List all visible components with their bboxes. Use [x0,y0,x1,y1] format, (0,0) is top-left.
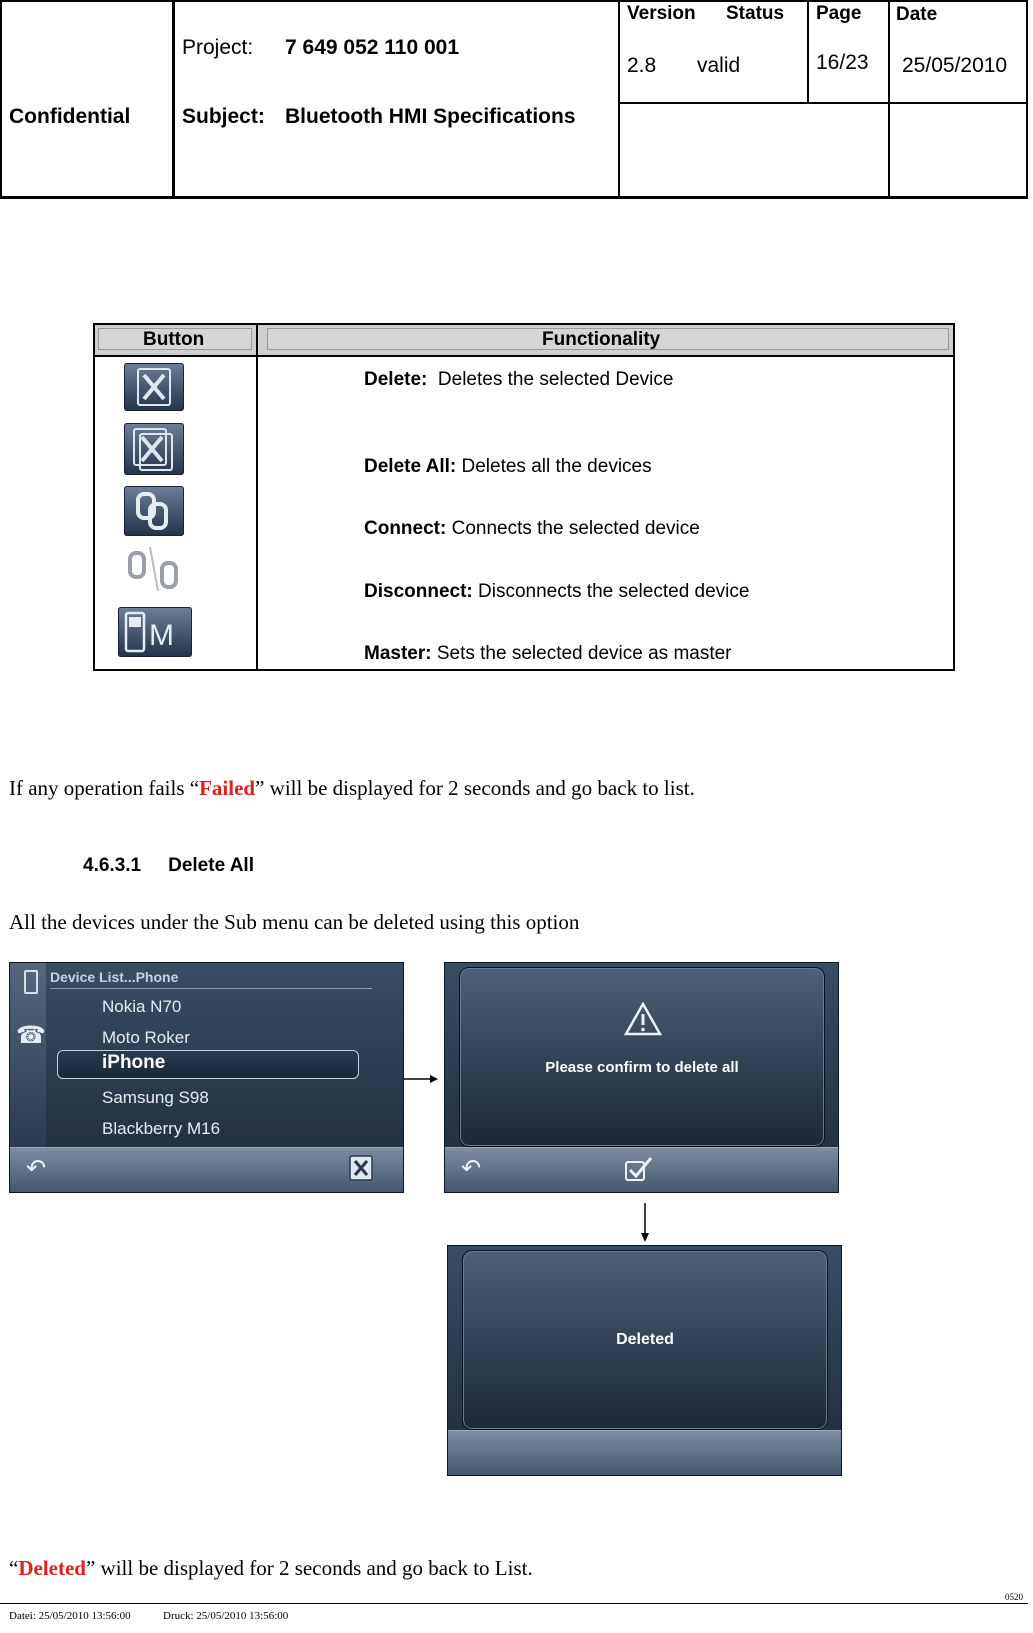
button-functionality-table [93,323,955,671]
deleted-screen [447,1245,842,1476]
table-row: Delete: Deletes the selected Device [364,369,674,390]
arrow-right-icon [404,1071,438,1081]
table-row: Connect: Connects the selected device [364,518,700,539]
phone-icon [24,970,38,994]
page-value: 16/23 [816,51,869,74]
master-phone-icon [118,607,192,657]
deleted-message: Deleted [616,1331,674,1348]
footer-datei: Datei: 25/05/2010 13:56:00 [9,1610,131,1622]
call-handset-icon[interactable]: ☎ [16,1022,46,1049]
arrow-down-icon [640,1203,650,1242]
disconnect-icon [124,543,184,595]
back-icon[interactable]: ↶ [461,1155,482,1182]
confirm-check-button[interactable] [623,1154,655,1184]
back-icon[interactable]: ↶ [26,1155,47,1182]
version-value: 2.8 [627,54,657,77]
deleted-paragraph: “Deleted” will be displayed for 2 seconds and go back to List. [9,1556,533,1580]
date-label: Date [896,4,938,25]
delete-all-button[interactable] [348,1154,374,1182]
warning-icon [624,1002,662,1036]
status-label: Status [726,3,785,24]
svg-text:M: M [149,619,174,652]
column-header-functionality: Functionality [542,329,661,350]
footer-code: 0520 [1005,1592,1023,1602]
list-item[interactable]: Nokia N70 [102,997,182,1016]
section-intro: All the devices under the Sub menu can be deleted using this option [9,910,580,934]
delete-icon [124,363,184,411]
column-header-button: Button [143,329,205,350]
failed-paragraph: If any operation fails “Failed” will be displayed for 2 seconds and go back to list. [9,776,695,800]
date-value: 25/05/2010 [902,54,1008,77]
subject-label: Subject: [182,105,265,128]
device-list-title: Device List...Phone [50,969,179,985]
list-item[interactable]: iPhone [102,1052,166,1073]
table-row: Disconnect: Disconnects the selected device [364,581,750,602]
connect-icon [124,486,184,536]
confirm-dialog [459,967,825,1147]
project-label: Project: [182,36,254,59]
table-row: Delete All: Deletes all the devices [364,456,652,477]
page-label: Page [816,3,862,24]
deleted-dialog [462,1250,828,1430]
table-header-row [95,325,953,357]
status-value: valid [697,54,741,77]
project-number: 7 649 052 110 001 [285,36,460,59]
table-row: Master: Sets the selected device as master [364,643,732,664]
subject-text: Bluetooth HMI Specifications [285,105,576,128]
section-heading: 4.6.3.1 Delete All [83,855,254,876]
confidential-label: Confidential [9,105,131,128]
list-item[interactable]: Blackberry M16 [102,1119,221,1138]
confirm-message: Please confirm to delete all [545,1059,739,1076]
list-item[interactable]: Moto Roker [102,1028,190,1047]
delete-all-icon [124,423,184,475]
list-item[interactable]: Samsung S98 [102,1088,209,1107]
confirm-delete-screen [444,962,839,1193]
device-list-screen [9,962,404,1193]
version-label: Version [627,3,696,24]
footer-druck: Druck: 25/05/2010 13:56:00 [163,1610,289,1622]
